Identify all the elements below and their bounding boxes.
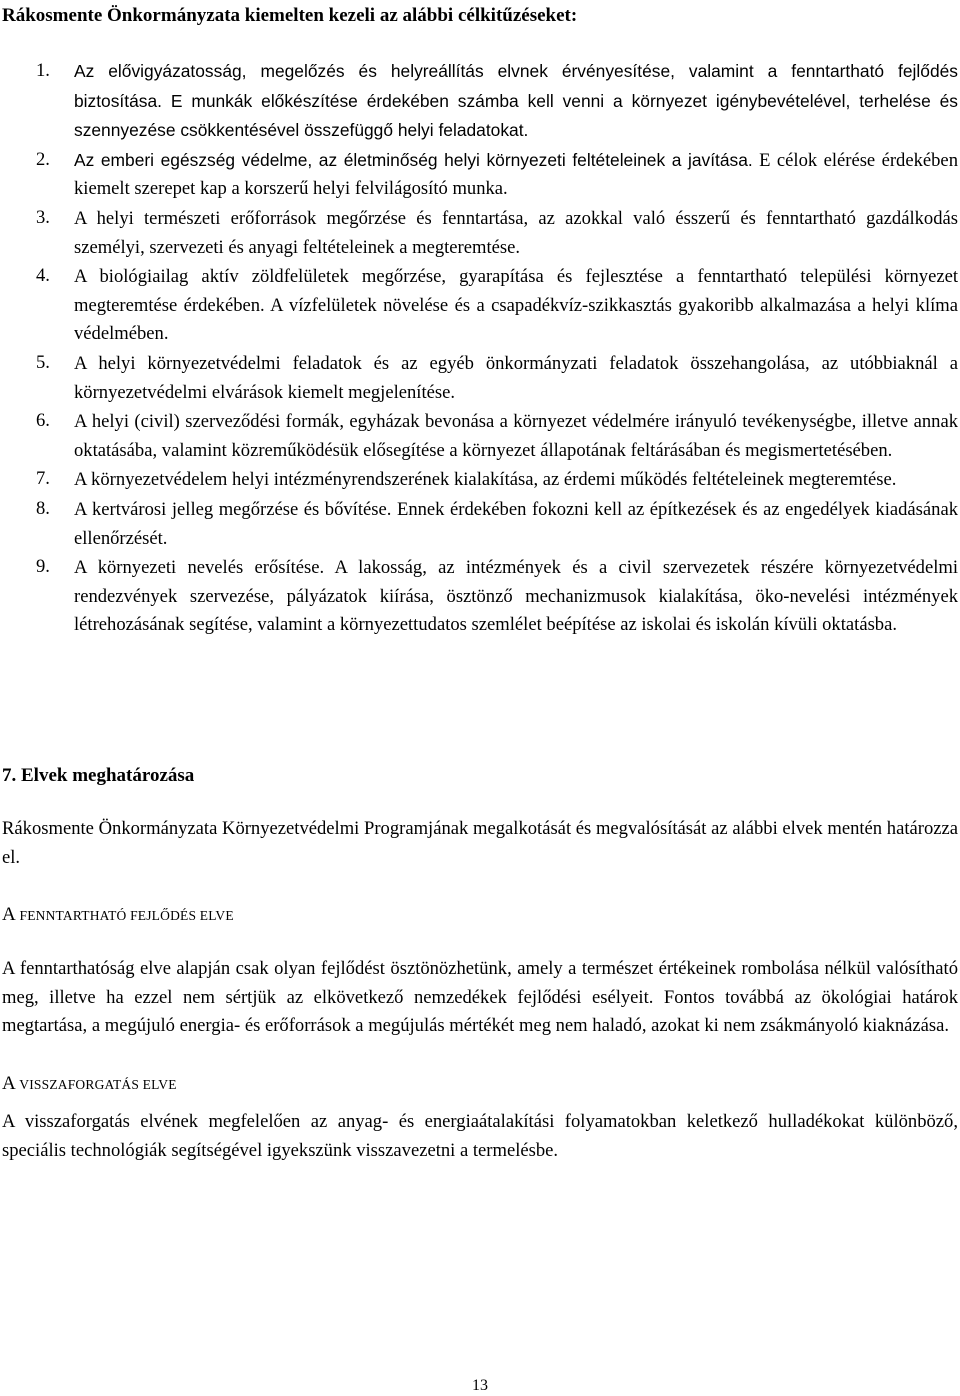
principle-title-text: VISSZAFORGATÁS ELVE	[15, 1077, 177, 1092]
list-item-text: A helyi természeti erőforrások megőrzése és fenntartása, az azokkal való ésszerű és fenntartható gazdálkodás személyi, szervezeti és anyagi feltételeinek a megteremtése.	[74, 207, 958, 258]
principle-title-sustainable-development	[2, 903, 234, 928]
list-item-number: 2.	[36, 148, 50, 170]
list-item-number: 5.	[36, 351, 50, 373]
section-heading: 7. Elvek meghatározása	[2, 765, 195, 786]
goals-list	[36, 57, 958, 640]
list-item	[36, 553, 958, 640]
list-item-text: A környezeti nevelés erősítése. A lakosság, az intézmények és a civil szervezetek részére környezetvédelmi rendezvények szervezése, pályázatok kiírása, ösztönző mechanizmusok kialakítása, öko-nevelési intézmények létrehozásának segítése, valamint a környezettudatos szemlélet beépítése az iskolai és iskolán kívüli oktatásba.	[74, 557, 958, 636]
list-item	[36, 407, 958, 465]
page-number: 13	[472, 1377, 488, 1394]
list-item-text: A környezetvédelem helyi intézményrendszerének kialakítása, az érdemi működés feltételeinek megteremtése.	[74, 469, 897, 491]
principle-title-text: FENNTARTHATÓ FEJLŐDÉS ELVE	[15, 908, 234, 923]
list-item	[36, 495, 958, 553]
list-item-text: E célok elérése érdekében kiemelt szerepet kap a korszerű helyi felvilágosító munka.	[74, 149, 958, 200]
list-item-text: A biológiailag aktív zöldfelületek megőrzése, gyarapítása és fejlesztése a fenntartható települési környezet megteremtése érdekében. A vízfelületek növelése és a csapadékvíz-szikkasztás gyakoribb alkalmazása a helyi klíma védelmében.	[74, 266, 958, 345]
principle-title-initial: A	[2, 904, 16, 925]
list-item-number: 7.	[36, 468, 50, 490]
list-item-text: A helyi (civil) szerveződési formák, egyházak bevonása a környezet védelmére irányuló tevékenységbe, illetve annak oktatásába, valamint közreműködésük elősegítése a környezet állapotának feltárásában és megismertetésében.	[74, 411, 958, 461]
principle-body-sustainable-development: A fenntarthatóság elve alapján csak olyan fejlődést ösztönözhetünk, amely a természet értékeinek rombolása nélkül valósítható meg, illetve ha ezzel nem sértjük az elkövetkező nemzedékek fejlődési esélyeit. Fontos továbbá az ökológiai határok megtartása, a megújuló energia- és erőforrások a megújulás mértékét meg nem haladó, azokat ki nem zsákmányoló kiaknázása.	[2, 958, 958, 1037]
list-item-number: 9.	[36, 556, 50, 578]
list-item-text: A kertvárosi jelleg megőrzése és bővítése. Ennek érdekében fokozni kell az építkezések és az engedélyek kiadásának ellenőrzését.	[74, 498, 958, 549]
list-item	[36, 146, 958, 204]
principle-body-recycling: A visszaforgatás elvének megfelelően az anyag- és energiaátalakítási folyamatokban keletkező hulladékokat különböző, speciális technológiák segítségével igyekszünk visszavezetni a termelésbe.	[2, 1111, 958, 1161]
list-item-number: 6.	[36, 410, 50, 432]
list-item	[36, 262, 958, 349]
list-item-number: 4.	[36, 265, 50, 287]
list-item	[36, 465, 958, 495]
list-item-text: Az elővigyázatosság, megelőzés és helyreállítás elvnek érvényesítése, valamint a fenntartható fejlődés biztosítása. E munkák előkészítése érdekében számba kell venni a környezet igénybevételével, terhelése és szennyezése csökkentésével összefüggő helyi feladatokat.	[74, 61, 958, 141]
list-item-number: 8.	[36, 497, 50, 519]
list-item	[36, 204, 958, 262]
section-intro-paragraph: Rákosmente Önkormányzata Környezetvédelmi Programjának megalkotását és megvalósítását az alábbi elvek mentén határozza el.	[2, 818, 958, 868]
list-item-text: A helyi környezetvédelmi feladatok és az egyéb önkormányzati feladatok összehangolása, az utóbbiaknál a környezetvédelmi elvárások kiemelt megjelenítése.	[74, 352, 958, 403]
principle-title-initial: A	[2, 1073, 16, 1094]
principle-title-recycling	[2, 1072, 177, 1097]
intro-heading: Rákosmente Önkormányzata kiemelten kezeli az alábbi célkitűzéseket:	[2, 5, 578, 26]
list-item-number: 1.	[36, 60, 50, 81]
list-item	[36, 57, 958, 146]
list-item-text: Az emberi egészség védelme, az életminőség helyi környezeti feltételeinek a javítása.	[74, 149, 753, 170]
list-item	[36, 349, 958, 407]
list-item-number: 3.	[36, 206, 50, 228]
